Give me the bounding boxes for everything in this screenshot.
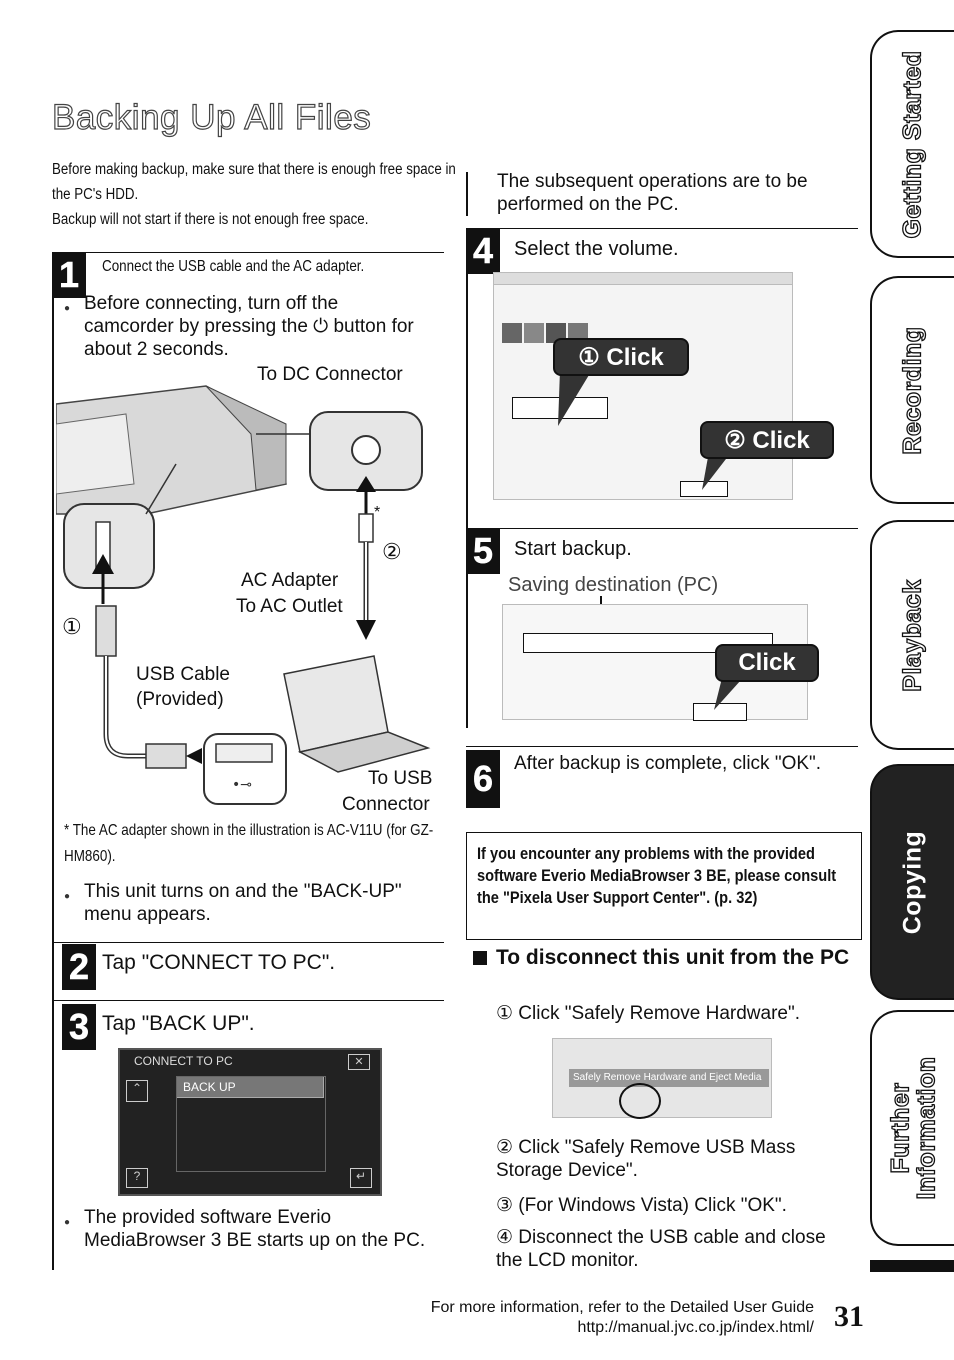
step1-badge: 1 — [52, 252, 86, 298]
connector-label: Connector — [342, 794, 430, 815]
support-notice-text: If you encounter any problems with the provided software Everio MediaBrowser 3 BE, please consult the "Pixela User Support Center". (p. 32) — [477, 844, 837, 907]
footer-url[interactable]: http://manual.jvc.co.jp/index.html/ — [577, 1319, 814, 1336]
disconnect-step-4: ④ Disconnect the USB cable and close the LCD monitor. — [496, 1227, 826, 1271]
step6-badge: 6 — [466, 750, 500, 808]
step3-badge: 3 — [62, 1004, 96, 1050]
tab-copying-label: Copying — [898, 830, 927, 934]
step2-rule — [52, 942, 444, 943]
disconnect-step-1: ① Click "Safely Remove Hardware". — [496, 1003, 800, 1024]
step1-title: Connect the USB cable and the AC adapter. — [102, 258, 365, 275]
step6-title: After backup is complete, click "OK". — [514, 753, 822, 774]
intro-line-1: Before making backup, make sure that there is enough free space in the PC's HDD. — [52, 161, 456, 203]
pc-note: The subsequent operations are to be performed on the PC. — [497, 171, 808, 215]
tab-bottom-bar — [870, 1260, 954, 1272]
step1-rule — [52, 252, 444, 253]
help-button[interactable]: ? — [126, 1168, 148, 1188]
tab-getting-started[interactable] — [870, 30, 954, 258]
step2-title: Tap "CONNECT TO PC". — [102, 951, 336, 974]
left-column-rule — [52, 252, 54, 1270]
tray-icon-highlight — [619, 1083, 661, 1119]
tab-recording-label: Recording — [898, 325, 927, 455]
tab-further-information-label: Further Information — [886, 1056, 941, 1200]
tab-getting-started-label: Getting Started — [898, 49, 927, 239]
step5-badge: 5 — [466, 528, 500, 574]
to-dc-label: To DC Connector — [257, 364, 403, 385]
step6-rule — [466, 746, 858, 747]
svg-text:•⊸: •⊸ — [232, 777, 252, 793]
camera-lcd-screen — [118, 1048, 382, 1196]
click-1-callout: ① Click — [553, 338, 689, 376]
click-2-callout: ② Click — [700, 421, 834, 459]
tab-recording[interactable] — [870, 276, 954, 504]
section-square-icon — [473, 951, 487, 965]
step2-badge: 2 — [62, 944, 96, 990]
tray-screenshot — [552, 1038, 772, 1118]
to-usb-label: To USB — [368, 768, 433, 789]
backup-menu-item[interactable]: BACK UP — [176, 1076, 324, 1098]
intro-line-2: Backup will not start if there is not enough free space. — [52, 211, 369, 228]
connection-illustration — [56, 364, 446, 820]
disconnect-step-3: ③ (For Windows Vista) Click "OK". — [496, 1195, 787, 1216]
page-number: 31 — [834, 1300, 864, 1333]
step1-bullet-2: ● This unit turns on and the "BACK-UP" menu appears. — [84, 880, 444, 926]
return-icon[interactable]: ↵ — [350, 1168, 372, 1188]
tab-further-information[interactable] — [870, 1010, 954, 1246]
step3-bullet: ● The provided software Everio MediaBrowser 3 BE starts up on the PC. — [84, 1206, 434, 1252]
usb-cable-label: USB Cable — [136, 664, 230, 685]
step4-badge: 4 — [466, 228, 500, 274]
support-notice — [466, 832, 862, 940]
marker-1: ① — [62, 614, 82, 639]
tray-popup[interactable]: Safely Remove Hardware and Eject Media — [569, 1069, 769, 1087]
pc-note-rule — [466, 172, 468, 216]
step4-rule — [466, 228, 858, 229]
ac-adapter-label: AC Adapter — [241, 570, 339, 591]
right-column-rule — [466, 228, 468, 728]
ac-adapter-footnote: * The AC adapter shown in the illustration is AC-V11U (for GZ-HM860). — [64, 822, 434, 865]
footer-line-1: For more information, refer to the Detailed User Guide — [430, 1299, 814, 1316]
step3-rule — [52, 1000, 444, 1001]
provided-label: (Provided) — [136, 689, 224, 710]
connection-diagram — [56, 364, 446, 820]
disconnect-step-2: ② Click "Safely Remove USB Mass Storage Device". — [496, 1137, 796, 1181]
page-title: Backing Up All Files — [52, 98, 372, 137]
step5-rule — [466, 528, 858, 529]
step5-title: Start backup. — [514, 538, 632, 560]
saving-destination-label: Saving destination (PC) — [508, 574, 719, 596]
screen-close-icon[interactable]: ✕ — [348, 1054, 370, 1070]
screen-list-frame — [176, 1076, 326, 1172]
screen-up-icon[interactable]: ⌃ — [126, 1080, 148, 1102]
tab-copying[interactable] — [870, 764, 954, 1000]
footer-text — [300, 1298, 814, 1338]
click-3-callout: Click — [715, 644, 819, 682]
disconnect-heading: To disconnect this unit from the PC — [496, 946, 850, 969]
tab-playback-label: Playback — [898, 578, 927, 692]
step3-title: Tap "BACK UP". — [102, 1012, 255, 1035]
step4-title: Select the volume. — [514, 238, 679, 260]
tab-playback[interactable] — [870, 520, 954, 750]
screen-header: CONNECT TO PC — [134, 1054, 233, 1068]
intro-text — [52, 157, 456, 232]
to-ac-outlet-label: To AC Outlet — [236, 596, 343, 617]
asterisk-mark: * — [374, 504, 381, 521]
step1-bullet-1: ● Before connecting, turn off the camcorder by pressing the ⏻ button for about 2 seconds. — [84, 292, 429, 361]
marker-2: ② — [382, 539, 402, 564]
